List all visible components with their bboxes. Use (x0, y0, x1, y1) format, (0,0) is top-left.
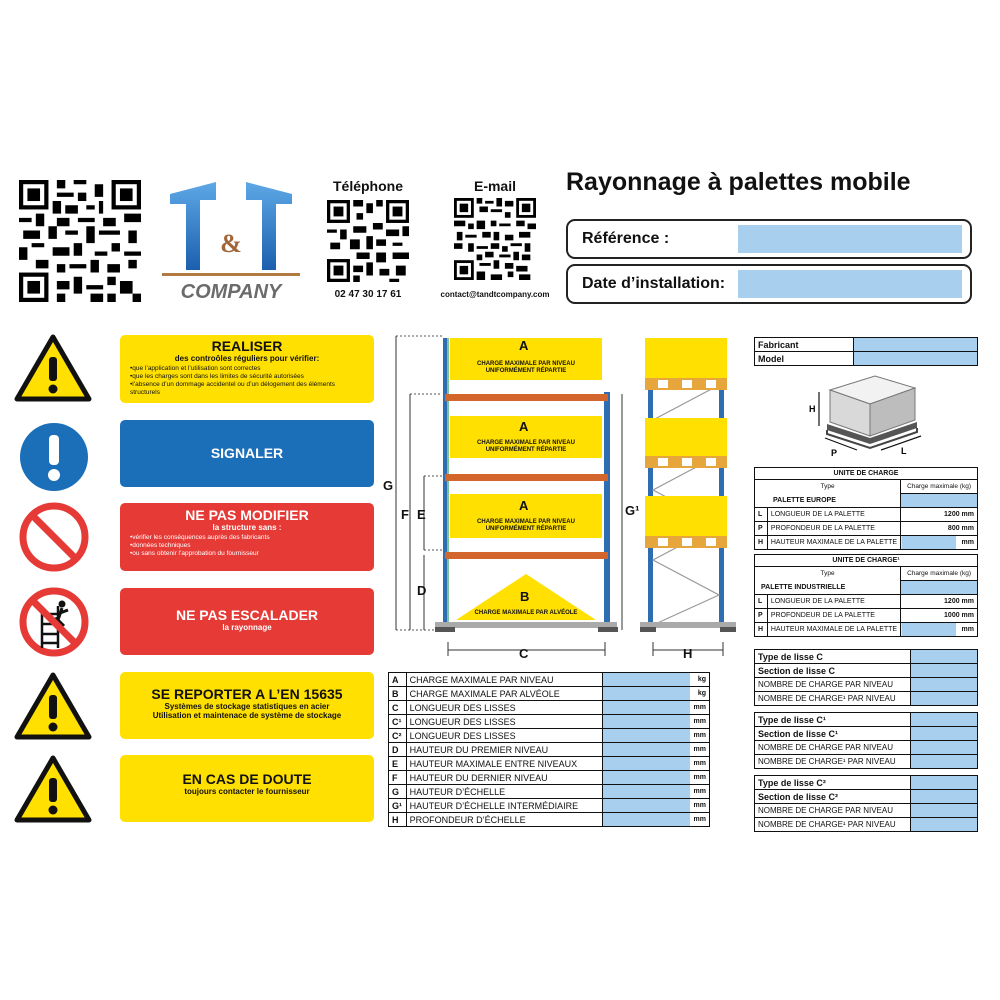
installation-box (566, 264, 972, 304)
spec-value-field[interactable] (603, 771, 690, 785)
unit-europe-l-label: LONGUEUR DE LA PALETTE (767, 508, 900, 522)
table-row (389, 813, 710, 827)
unit-europe-charge-field[interactable] (901, 494, 978, 508)
sign-realiser-subtitle: des controôles réguliers pour vérifier: (174, 354, 320, 363)
no-climbing-icon (18, 586, 90, 658)
level-a-letter: A (519, 338, 529, 353)
unit-europe-p-label: PROFONDEUR DE LA PALETTE (767, 522, 900, 536)
sign-realiser-list (120, 363, 374, 397)
unit-europe-l-key: L (755, 508, 768, 522)
lisse-c1-type-label: Type de lisse C¹ (755, 713, 911, 727)
lisse-c2-type-label: Type de lisse C² (755, 776, 911, 790)
qr-code-website[interactable] (19, 180, 141, 302)
unit-ind-h-key: H (755, 623, 768, 637)
spec-value-field[interactable] (603, 701, 690, 715)
lisse-c1-section-field[interactable] (911, 727, 978, 741)
table-row (389, 785, 710, 799)
page-title: Rayonnage à palettes mobile (566, 168, 911, 196)
spec-key: G¹ (389, 799, 407, 813)
level-a-text (450, 519, 602, 533)
spec-value-field[interactable] (603, 715, 690, 729)
dim-g1-label: G¹ (625, 503, 640, 518)
unit-ind-type-name: PALETTE INDUSTRIELLE (755, 581, 901, 595)
sign-realiser-title: REALISER (211, 338, 283, 354)
unit-ind-charge-field[interactable] (901, 581, 978, 595)
info-icon (18, 421, 90, 493)
unit-ind-p-key: P (755, 609, 768, 623)
level-a-text (450, 361, 602, 375)
spec-value-field[interactable] (603, 687, 690, 701)
spec-label: HAUTEUR DU PREMIER NIVEAU (406, 743, 603, 757)
unit-europe-table (754, 467, 978, 550)
lisse-c-type-field[interactable] (911, 650, 978, 664)
level-a-text2: UNIFORMÉMENT RÉPARTIE (485, 526, 567, 532)
spec-unit: mm (690, 771, 710, 785)
unit-europe-p-value: 800 mm (901, 522, 978, 536)
model-field[interactable] (854, 352, 978, 366)
lisse-c-table (754, 649, 978, 706)
spec-label: PROFONDEUR D’ÉCHELLE (406, 813, 603, 827)
sign-ne-pas-modifier (120, 503, 374, 571)
fabricant-field[interactable] (854, 338, 978, 352)
spec-unit: mm (690, 813, 710, 827)
lisse-c2-section-field[interactable] (911, 790, 978, 804)
unit-europe-l-value: 1200 mm (901, 508, 978, 522)
spec-unit: mm (690, 715, 710, 729)
unit-industrielle-table (754, 554, 978, 637)
list-item: • l’absence d’un dommage accidentel ou d’un délogement des éléments structurels (130, 381, 364, 397)
unit-ind-h-label: HAUTEUR MAXIMALE DE LA PALETTE (767, 623, 900, 637)
qr-code-phone[interactable] (327, 200, 409, 282)
sign-modifier-title: NE PAS MODIFIER (185, 507, 309, 523)
lisse-c1-type-field[interactable] (911, 713, 978, 727)
lisse-c-section-label: Section de lisse C (755, 664, 911, 678)
sign-en-15635 (120, 672, 374, 739)
sign-modifier-subtitle: la structure sans : (212, 523, 282, 532)
reference-field[interactable] (738, 225, 962, 253)
reference-label: Référence : (582, 230, 670, 247)
lisse-c2-table (754, 775, 978, 832)
lisse-c2-section-label: Section de lisse C² (755, 790, 911, 804)
sign-modifier-list (120, 532, 374, 558)
warning-icon (14, 754, 92, 824)
lisse-c-type-label: Type de lisse C (755, 650, 911, 664)
sign-en-line2: Utilisation et maintenace de système de stockage (152, 711, 342, 720)
unit-ind-charge-col: Charge maximale (kg) (901, 567, 978, 581)
table-row (389, 771, 710, 785)
spec-value-field[interactable] (603, 757, 690, 771)
sign-signaler-title: SIGNALER (210, 445, 284, 461)
lisse-c1-row1-label: NOMBRE DE CHARGE PAR NIVEAU (755, 741, 911, 755)
unit-ind-l-value: 1200 mm (901, 595, 978, 609)
spec-value-field[interactable] (603, 673, 690, 687)
spec-unit: mm (690, 701, 710, 715)
level-a-text1: CHARGE MAXIMALE PAR NIVEAU (477, 361, 575, 367)
table-row (389, 743, 710, 757)
level-a-text1: CHARGE MAXIMALE PAR NIVEAU (477, 440, 575, 446)
unit-ind-h-unit: mm (961, 626, 974, 633)
spec-key: C² (389, 729, 407, 743)
spec-key: B (389, 687, 407, 701)
spec-key: C¹ (389, 715, 407, 729)
spec-key: H (389, 813, 407, 827)
spec-label: CHARGE MAXIMALE PAR ALVÉOLE (406, 687, 603, 701)
pallet-l-label: L (901, 446, 907, 456)
list-item: • que les charges sont dans les limites de sécurité autorisées (130, 373, 364, 381)
spec-unit: mm (690, 743, 710, 757)
dim-c-label: C (519, 646, 529, 661)
dim-f-label: F (401, 507, 409, 522)
spec-value-field[interactable] (603, 813, 690, 827)
warning-icon (14, 671, 92, 741)
sign-signaler (120, 420, 374, 487)
sign-ne-pas-escalader (120, 588, 374, 655)
lisse-c2-row2-label: NOMBRE DE CHARGE¹ PAR NIVEAU (755, 818, 911, 832)
lisse-c1-row2-label: NOMBRE DE CHARGE¹ PAR NIVEAU (755, 755, 911, 769)
reference-box (566, 219, 972, 259)
level-a-text2: UNIFORMÉMENT RÉPARTIE (485, 447, 567, 453)
spec-value-field[interactable] (603, 743, 690, 757)
unit-europe-h-label: HAUTEUR MAXIMALE DE LA PALETTE (767, 536, 900, 550)
spec-label: HAUTEUR MAXIMALE ENTRE NIVEAUX (406, 757, 603, 771)
email-address[interactable]: contact@tandtcompany.com (440, 290, 550, 299)
level-a-letter: A (519, 498, 529, 513)
unit-ind-l-key: L (755, 595, 768, 609)
unit-ind-title: UNITE DE CHARGE¹ (755, 555, 978, 567)
spec-key: D (389, 743, 407, 757)
lisse-c-section-field[interactable] (911, 664, 978, 678)
spec-value-field[interactable] (603, 729, 690, 743)
installation-field[interactable] (738, 270, 962, 298)
spec-label: LONGUEUR DES LISSES (406, 715, 603, 729)
unit-europe-type-name: PALETTE EUROPE (755, 494, 901, 508)
spec-label: LONGUEUR DES LISSES (406, 729, 603, 743)
table-row (389, 687, 710, 701)
level-b-text: CHARGE MAXIMALE PAR ALVÉOLE (474, 610, 578, 616)
fabricant-label: Fabricant (755, 338, 854, 352)
dim-e-label: E (417, 507, 426, 522)
table-row (389, 715, 710, 729)
lisse-c2-row1-label: NOMBRE DE CHARGE PAR NIVEAU (755, 804, 911, 818)
logo-amp: & (220, 229, 242, 258)
unit-europe-h-unit: mm (961, 539, 974, 546)
qr-code-email[interactable] (454, 198, 536, 280)
level-b-letter: B (520, 589, 530, 604)
spec-key: G (389, 785, 407, 799)
spec-unit: kg (690, 687, 710, 701)
company-logo (158, 180, 304, 305)
dim-d-label: D (417, 583, 427, 598)
email-title: E-mail (473, 178, 516, 194)
sign-escalader-subtitle: la rayonnage (222, 623, 272, 632)
dim-h-label: H (683, 646, 693, 661)
spec-unit: mm (690, 799, 710, 813)
lisse-c2-row1-field[interactable] (911, 804, 978, 818)
level-a-text (450, 440, 602, 454)
spec-unit: mm (690, 785, 710, 799)
dim-g-label: G (383, 478, 394, 493)
sign-doute-subtitle: toujours contacter le fournisseur (184, 787, 310, 796)
model-label: Model (755, 352, 854, 366)
spec-key: E (389, 757, 407, 771)
sign-en-title: SE REPORTER A L’EN 15635 (151, 686, 343, 702)
unit-europe-h-key: H (755, 536, 768, 550)
level-a-letter: A (519, 419, 529, 434)
spec-key: A (389, 673, 407, 687)
unit-europe-type-col: Type (755, 480, 901, 494)
unit-ind-type-col: Type (755, 567, 901, 581)
lisse-c-row1-label: NOMBRE DE CHARGE PAR NIVEAU (755, 678, 911, 692)
lisse-c2-type-field[interactable] (911, 776, 978, 790)
maker-table (754, 337, 978, 366)
unit-europe-p-key: P (755, 522, 768, 536)
spec-value-field[interactable] (603, 785, 690, 799)
level-a-text1: CHARGE MAXIMALE PAR NIVEAU (477, 519, 575, 525)
unit-europe-h-field[interactable] (901, 536, 978, 550)
unit-ind-p-value: 1000 mm (901, 609, 978, 623)
spec-label: HAUTEUR D’ÉCHELLE (406, 785, 603, 799)
spec-label: CHARGE MAXIMALE PAR NIVEAU (406, 673, 603, 687)
unit-europe-title: UNITE DE CHARGE (755, 468, 978, 480)
spec-label: HAUTEUR D’ÉCHELLE INTERMÉDIAIRE (406, 799, 603, 813)
sign-realiser (120, 335, 374, 403)
table-row (389, 799, 710, 813)
unit-ind-h-field[interactable] (901, 623, 978, 637)
lisse-c2-row2-field[interactable] (911, 818, 978, 832)
logo-text: COMPANY (180, 281, 282, 303)
list-item: • vérifier les conséquences auprès des fabricants (130, 534, 364, 542)
table-row (389, 701, 710, 715)
spec-label: LONGUEUR DES LISSES (406, 701, 603, 715)
lisse-c-row2-label: NOMBRE DE CHARGE¹ PAR NIVEAU (755, 692, 911, 706)
lisse-c1-row2-field[interactable] (911, 755, 978, 769)
sign-en-cas-de-doute (120, 755, 374, 822)
list-item: • que l’application et l’utilisation sont correctes (130, 365, 364, 373)
list-item: • ou sans obtenir l’approbation du fournisseur (130, 550, 364, 558)
list-item: • données techniques (130, 542, 364, 550)
lisse-c-row2-field[interactable] (911, 692, 978, 706)
prohibited-icon (18, 501, 90, 573)
unit-ind-p-label: PROFONDEUR DE LA PALETTE (767, 609, 900, 623)
pallet-p-label: P (831, 448, 838, 458)
sign-doute-title: EN CAS DE DOUTE (182, 771, 312, 787)
table-row (389, 729, 710, 743)
sign-en-line1: Systèmes de stockage statistiques en acier (164, 702, 330, 711)
spec-unit: mm (690, 729, 710, 743)
spec-label: HAUTEUR DU DERNIER NIVEAU (406, 771, 603, 785)
lisse-c1-row1-field[interactable] (911, 741, 978, 755)
sign-escalader-title: NE PAS ESCALADER (175, 607, 319, 623)
spec-key: F (389, 771, 407, 785)
table-row (389, 757, 710, 771)
rack-front-diagram (380, 330, 750, 670)
spec-key: C (389, 701, 407, 715)
table-row (389, 673, 710, 687)
phone-number[interactable]: 02 47 30 17 61 (334, 289, 402, 300)
unit-europe-charge-col: Charge maximale (kg) (901, 480, 978, 494)
spec-unit: kg (690, 673, 710, 687)
spec-table (388, 672, 710, 827)
level-a-text2: UNIFORMÉMENT RÉPARTIE (485, 368, 567, 374)
lisse-c1-section-label: Section de lisse C¹ (755, 727, 911, 741)
lisse-c-row1-field[interactable] (911, 678, 978, 692)
lisse-c1-table (754, 712, 978, 769)
spec-value-field[interactable] (603, 799, 690, 813)
unit-ind-l-label: LONGUEUR DE LA PALETTE (767, 595, 900, 609)
pallet-load-figure (805, 370, 925, 462)
warning-icon (14, 333, 92, 403)
phone-title: Téléphone (332, 178, 403, 194)
installation-label: Date d’installation: (582, 275, 726, 292)
spec-unit: mm (690, 757, 710, 771)
pallet-h-label: H (809, 404, 816, 414)
